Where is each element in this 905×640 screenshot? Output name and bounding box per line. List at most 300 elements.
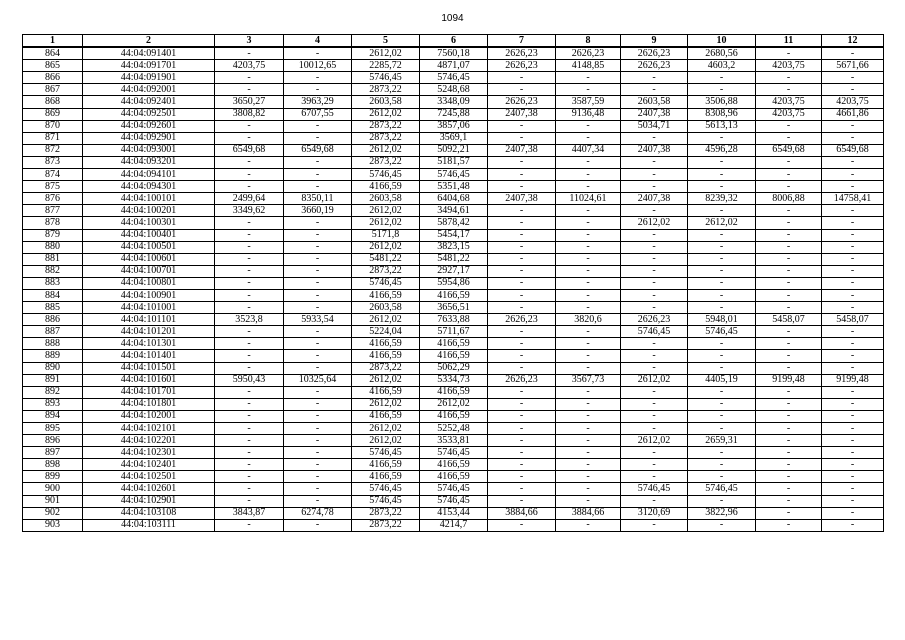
table-cell: -: [688, 169, 756, 181]
table-cell: -: [284, 253, 352, 265]
table-cell: -: [822, 471, 884, 483]
table-cell: 4148,85: [556, 60, 621, 72]
table-cell: 4166,59: [352, 459, 420, 471]
table-cell: -: [488, 435, 556, 447]
table-cell: -: [621, 205, 688, 217]
table-cell: 2873,22: [352, 362, 420, 374]
table-cell: 2873,22: [352, 132, 420, 144]
table-cell: 3506,88: [688, 96, 756, 108]
table-cell: -: [756, 132, 822, 144]
table-cell: 3348,09: [420, 96, 488, 108]
column-header-4: 4: [284, 35, 352, 48]
table-cell: 5171,8: [352, 229, 420, 241]
table-cell: 5458,07: [756, 314, 822, 326]
table-cell: -: [488, 423, 556, 435]
column-header-10: 10: [688, 35, 756, 48]
column-header-9: 9: [621, 35, 688, 48]
table-cell: -: [822, 495, 884, 507]
table-cell: -: [284, 156, 352, 168]
table-cell: 2603,58: [352, 193, 420, 205]
table-cell: 2873,22: [352, 120, 420, 132]
table-cell: -: [756, 386, 822, 398]
table-cell: 2612,02: [621, 374, 688, 386]
table-cell: 5746,45: [352, 169, 420, 181]
table-cell: -: [756, 447, 822, 459]
table-cell: -: [756, 229, 822, 241]
table-row: [23, 84, 884, 96]
table-row: [23, 423, 884, 435]
table-cell: -: [284, 459, 352, 471]
table-cell: -: [756, 398, 822, 410]
table-cell: -: [556, 84, 621, 96]
table-cell: 10012,65: [284, 60, 352, 72]
column-header-11: 11: [756, 35, 822, 48]
table-cell: 2499,64: [215, 193, 284, 205]
table-cell: 869: [23, 108, 83, 120]
table-cell: 3569,1: [420, 132, 488, 144]
table-cell: -: [215, 326, 284, 338]
table-cell: 867: [23, 84, 83, 96]
table-row: [23, 277, 884, 289]
table-cell: 876: [23, 193, 83, 205]
table-cell: 44:04:101101: [83, 314, 215, 326]
table-cell: 881: [23, 253, 83, 265]
table-cell: -: [822, 277, 884, 289]
table-cell: -: [488, 229, 556, 241]
table-cell: 885: [23, 302, 83, 314]
table-cell: 5034,71: [621, 120, 688, 132]
table-cell: -: [556, 169, 621, 181]
table-cell: -: [488, 410, 556, 422]
table-cell: 5746,45: [352, 495, 420, 507]
table-cell: -: [621, 519, 688, 531]
table-cell: -: [756, 507, 822, 519]
table-cell: 4166,59: [352, 386, 420, 398]
table-cell: -: [621, 169, 688, 181]
header-row: [23, 35, 884, 48]
table-cell: -: [756, 435, 822, 447]
table-row: [23, 265, 884, 277]
table-cell: 2603,58: [621, 96, 688, 108]
table-cell: 4661,86: [822, 108, 884, 120]
table-cell: -: [488, 169, 556, 181]
column-header-2: 2: [83, 35, 215, 48]
table-cell: 5481,22: [352, 253, 420, 265]
table-cell: -: [688, 302, 756, 314]
table-cell: -: [556, 302, 621, 314]
table-row: [23, 169, 884, 181]
table-cell: 7560,18: [420, 47, 488, 60]
table-cell: 44:04:102101: [83, 423, 215, 435]
table-cell: -: [215, 229, 284, 241]
table-cell: -: [621, 241, 688, 253]
table-cell: -: [556, 265, 621, 277]
table-cell: -: [284, 47, 352, 60]
table-cell: -: [284, 386, 352, 398]
table-cell: 5334,73: [420, 374, 488, 386]
table-cell: -: [556, 435, 621, 447]
table-cell: -: [822, 459, 884, 471]
table-cell: -: [215, 435, 284, 447]
table-cell: 44:04:092501: [83, 108, 215, 120]
table-cell: 2626,23: [488, 374, 556, 386]
table-cell: -: [488, 156, 556, 168]
table-cell: -: [822, 519, 884, 531]
table-cell: -: [822, 47, 884, 60]
table-cell: -: [688, 459, 756, 471]
table-cell: 5252,48: [420, 423, 488, 435]
table-cell: -: [688, 84, 756, 96]
table-cell: 44:04:101801: [83, 398, 215, 410]
table-cell: 4871,07: [420, 60, 488, 72]
table-row: [23, 241, 884, 253]
table-cell: 2612,02: [621, 435, 688, 447]
table-cell: 44:04:101701: [83, 386, 215, 398]
table-cell: 901: [23, 495, 83, 507]
column-header-6: 6: [420, 35, 488, 48]
table-cell: 5746,45: [420, 169, 488, 181]
table-cell: -: [756, 423, 822, 435]
table-cell: 5746,45: [688, 483, 756, 495]
table-row: [23, 374, 884, 386]
table-cell: 2612,02: [352, 435, 420, 447]
table-cell: 2603,58: [352, 96, 420, 108]
table-cell: 6549,68: [284, 144, 352, 156]
table-cell: 3650,27: [215, 96, 284, 108]
table-cell: -: [621, 398, 688, 410]
table-cell: 891: [23, 374, 83, 386]
table-cell: 44:04:102501: [83, 471, 215, 483]
table-cell: -: [488, 289, 556, 301]
table-cell: -: [215, 459, 284, 471]
table-cell: -: [822, 132, 884, 144]
table-cell: 2873,22: [352, 507, 420, 519]
column-header-8: 8: [556, 35, 621, 48]
table-cell: 6549,68: [756, 144, 822, 156]
table-cell: -: [756, 205, 822, 217]
table-cell: 4166,59: [420, 459, 488, 471]
table-cell: 44:04:100201: [83, 205, 215, 217]
table-cell: -: [215, 84, 284, 96]
table-cell: 2407,38: [488, 193, 556, 205]
table-cell: -: [688, 205, 756, 217]
table-cell: 44:04:091701: [83, 60, 215, 72]
table-cell: 5948,01: [688, 314, 756, 326]
table-cell: -: [556, 386, 621, 398]
table-cell: 44:04:100401: [83, 229, 215, 241]
table-cell: 875: [23, 181, 83, 193]
table-cell: -: [688, 72, 756, 84]
table-cell: 870: [23, 120, 83, 132]
table-cell: 44:04:102001: [83, 410, 215, 422]
table-cell: -: [688, 229, 756, 241]
table-cell: 5711,67: [420, 326, 488, 338]
table-cell: -: [488, 181, 556, 193]
table-cell: 5746,45: [621, 483, 688, 495]
table-cell: 4203,75: [756, 60, 822, 72]
table-cell: 5954,86: [420, 277, 488, 289]
table-cell: 44:04:102901: [83, 495, 215, 507]
table-cell: -: [756, 217, 822, 229]
table-cell: 2407,38: [488, 108, 556, 120]
table-row: [23, 181, 884, 193]
table-cell: -: [488, 241, 556, 253]
table-cell: -: [556, 338, 621, 350]
table-cell: -: [215, 483, 284, 495]
table-cell: -: [488, 132, 556, 144]
table-cell: 5933,54: [284, 314, 352, 326]
table-row: [23, 314, 884, 326]
table-cell: -: [822, 84, 884, 96]
table-cell: 6707,55: [284, 108, 352, 120]
table-cell: 890: [23, 362, 83, 374]
table-cell: -: [215, 253, 284, 265]
table-cell: 896: [23, 435, 83, 447]
table-cell: 902: [23, 507, 83, 519]
table-cell: -: [822, 72, 884, 84]
table-cell: 2873,22: [352, 156, 420, 168]
table-cell: -: [488, 483, 556, 495]
table-cell: 14758,41: [822, 193, 884, 205]
table-row: [23, 362, 884, 374]
table-cell: 4166,59: [420, 386, 488, 398]
table-cell: 44:04:092601: [83, 120, 215, 132]
table-cell: -: [488, 338, 556, 350]
table-cell: 4166,59: [352, 289, 420, 301]
table-cell: 886: [23, 314, 83, 326]
column-header-1: 1: [23, 35, 83, 48]
table-cell: 6274,78: [284, 507, 352, 519]
table-cell: 5746,45: [420, 447, 488, 459]
table-cell: 4166,59: [352, 181, 420, 193]
table-cell: 4166,59: [420, 289, 488, 301]
table-row: [23, 217, 884, 229]
table-cell: -: [756, 338, 822, 350]
table-cell: 4166,59: [352, 338, 420, 350]
table-cell: -: [556, 241, 621, 253]
table-cell: -: [488, 277, 556, 289]
table-cell: -: [822, 302, 884, 314]
table-row: [23, 156, 884, 168]
table-cell: 10325,64: [284, 374, 352, 386]
table-cell: -: [756, 241, 822, 253]
table-cell: 2612,02: [621, 217, 688, 229]
table-cell: 3808,82: [215, 108, 284, 120]
table-cell: 3884,66: [556, 507, 621, 519]
table-cell: -: [822, 253, 884, 265]
table-cell: 5181,57: [420, 156, 488, 168]
table-cell: -: [215, 447, 284, 459]
table-row: [23, 289, 884, 301]
table-cell: -: [556, 217, 621, 229]
table-cell: -: [284, 471, 352, 483]
table-cell: -: [688, 350, 756, 362]
table-cell: -: [822, 205, 884, 217]
table-cell: 868: [23, 96, 83, 108]
table-cell: -: [556, 289, 621, 301]
table-cell: -: [556, 156, 621, 168]
table-cell: -: [688, 495, 756, 507]
table-cell: 9136,48: [556, 108, 621, 120]
table-row: [23, 205, 884, 217]
table-cell: -: [822, 265, 884, 277]
table-cell: 44:04:093201: [83, 156, 215, 168]
table-row: [23, 132, 884, 144]
table-cell: -: [215, 277, 284, 289]
table-cell: 3494,61: [420, 205, 488, 217]
table-cell: -: [215, 495, 284, 507]
table-cell: 44:04:102201: [83, 435, 215, 447]
table-cell: 872: [23, 144, 83, 156]
table-row: [23, 338, 884, 350]
table-cell: 864: [23, 47, 83, 60]
table-cell: -: [215, 350, 284, 362]
table-cell: -: [284, 265, 352, 277]
table-cell: -: [284, 423, 352, 435]
table-row: [23, 96, 884, 108]
table-row: [23, 144, 884, 156]
table-cell: -: [756, 410, 822, 422]
table-cell: 2407,38: [621, 193, 688, 205]
table-row: [23, 350, 884, 362]
table-cell: 5351,48: [420, 181, 488, 193]
table-cell: -: [556, 120, 621, 132]
table-cell: 2612,02: [352, 423, 420, 435]
table-cell: -: [215, 241, 284, 253]
table-cell: 873: [23, 156, 83, 168]
table-cell: 44:04:100301: [83, 217, 215, 229]
table-cell: 2612,02: [352, 398, 420, 410]
table-cell: 2626,23: [488, 47, 556, 60]
table-cell: -: [756, 253, 822, 265]
table-cell: -: [688, 277, 756, 289]
table-cell: -: [621, 229, 688, 241]
table-cell: 5746,45: [420, 495, 488, 507]
table-cell: -: [488, 265, 556, 277]
table-cell: -: [756, 277, 822, 289]
table-cell: 4407,34: [556, 144, 621, 156]
table-cell: -: [488, 84, 556, 96]
table-cell: 4166,59: [420, 410, 488, 422]
column-header-5: 5: [352, 35, 420, 48]
table-cell: 2612,02: [352, 241, 420, 253]
table-cell: -: [822, 229, 884, 241]
table-cell: -: [284, 350, 352, 362]
table-cell: -: [284, 72, 352, 84]
table-cell: -: [621, 72, 688, 84]
table-cell: -: [822, 423, 884, 435]
table-cell: 880: [23, 241, 83, 253]
table-cell: -: [556, 132, 621, 144]
table-cell: -: [284, 120, 352, 132]
table-cell: -: [284, 277, 352, 289]
table-cell: 44:04:101501: [83, 362, 215, 374]
table-cell: -: [822, 386, 884, 398]
table-cell: 44:04:101401: [83, 350, 215, 362]
table-cell: -: [621, 132, 688, 144]
table-cell: -: [688, 253, 756, 265]
table-cell: -: [621, 289, 688, 301]
table-row: [23, 72, 884, 84]
table-cell: -: [822, 181, 884, 193]
table-cell: -: [621, 410, 688, 422]
table-cell: -: [215, 120, 284, 132]
table-cell: 8350,11: [284, 193, 352, 205]
table-cell: 877: [23, 205, 83, 217]
table-cell: -: [215, 169, 284, 181]
table-cell: 44:04:100101: [83, 193, 215, 205]
table-cell: -: [215, 132, 284, 144]
table-row: [23, 471, 884, 483]
table-cell: 2603,58: [352, 302, 420, 314]
table-cell: 5746,45: [420, 72, 488, 84]
table-cell: 3656,51: [420, 302, 488, 314]
table-cell: -: [822, 289, 884, 301]
table-cell: -: [284, 302, 352, 314]
table-cell: 5248,68: [420, 84, 488, 96]
table-cell: -: [621, 277, 688, 289]
table-cell: 44:04:100601: [83, 253, 215, 265]
table-cell: 44:04:101301: [83, 338, 215, 350]
table-cell: 44:04:101201: [83, 326, 215, 338]
table-cell: -: [215, 302, 284, 314]
table-cell: -: [621, 84, 688, 96]
table-cell: -: [488, 302, 556, 314]
table-cell: 8006,88: [756, 193, 822, 205]
table-cell: -: [215, 72, 284, 84]
table-cell: -: [688, 265, 756, 277]
table-cell: 5613,13: [688, 120, 756, 132]
table-cell: -: [756, 156, 822, 168]
table-cell: -: [688, 156, 756, 168]
table-cell: -: [621, 362, 688, 374]
table-cell: -: [621, 495, 688, 507]
table-cell: 894: [23, 410, 83, 422]
table-cell: -: [556, 362, 621, 374]
table-cell: -: [822, 447, 884, 459]
table-cell: -: [215, 181, 284, 193]
table-cell: -: [621, 265, 688, 277]
table-cell: 8239,32: [688, 193, 756, 205]
table-cell: -: [822, 350, 884, 362]
table-cell: -: [621, 459, 688, 471]
table-cell: 44:04:094301: [83, 181, 215, 193]
table-cell: -: [556, 471, 621, 483]
table-cell: -: [284, 519, 352, 531]
table-cell: 4166,59: [420, 350, 488, 362]
table-cell: 2407,38: [621, 108, 688, 120]
table-cell: 44:04:100501: [83, 241, 215, 253]
table-cell: 5746,45: [352, 447, 420, 459]
table-cell: -: [488, 447, 556, 459]
table-cell: -: [556, 326, 621, 338]
table-cell: -: [822, 483, 884, 495]
table-cell: 2626,23: [621, 314, 688, 326]
table-cell: -: [215, 471, 284, 483]
table-cell: 2612,02: [352, 314, 420, 326]
table-cell: 6549,68: [822, 144, 884, 156]
table-cell: -: [822, 217, 884, 229]
table-cell: -: [556, 277, 621, 289]
table-cell: -: [556, 398, 621, 410]
table-cell: -: [621, 181, 688, 193]
table-cell: -: [688, 362, 756, 374]
table-cell: -: [556, 205, 621, 217]
table-row: [23, 108, 884, 120]
table-cell: 4214,7: [420, 519, 488, 531]
table-cell: -: [556, 495, 621, 507]
table-cell: -: [688, 132, 756, 144]
